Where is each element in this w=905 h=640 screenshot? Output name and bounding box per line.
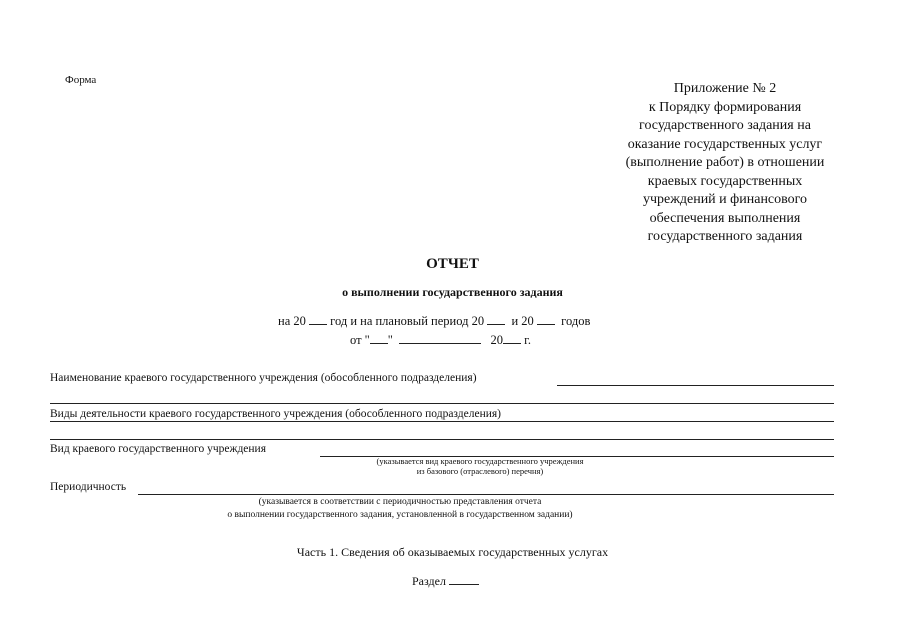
- period-text-3: и 20: [511, 314, 534, 328]
- periodicity-field[interactable]: [138, 494, 834, 495]
- activity-types-field-line-2[interactable]: [50, 439, 834, 440]
- appendix-line: к Порядку формирования: [648, 99, 802, 115]
- institution-name-field-line-2[interactable]: [50, 403, 834, 404]
- date-quote: ": [387, 333, 393, 347]
- date-year-blank[interactable]: [503, 332, 521, 344]
- appendix-line: государственного задания: [647, 229, 803, 244]
- activity-types-label: Виды деятельности краевого государственного учреждения (обособленного подразделения): [50, 408, 501, 420]
- appendix-line: обеспечения выполнения: [649, 210, 801, 226]
- appendix-line: оказание государственных услуг: [627, 136, 823, 152]
- year-blank-2[interactable]: [487, 313, 505, 325]
- form-label: Форма: [65, 74, 97, 86]
- section-line: [412, 573, 479, 589]
- document-title: ОТЧЕТ: [426, 256, 479, 272]
- period-text-2: год и на плановый период 20: [330, 314, 485, 328]
- appendix-line: (выполнение работ) в отношении: [625, 155, 825, 170]
- part-title: Часть 1. Сведения об оказываемых государственных услугах: [296, 545, 609, 559]
- activity-types-field[interactable]: [50, 421, 834, 422]
- appendix-line: государственного задания на: [639, 118, 811, 133]
- month-blank[interactable]: [399, 332, 481, 344]
- period-text-4: годов: [561, 314, 591, 328]
- year-blank-1[interactable]: [309, 313, 327, 325]
- institution-name-field[interactable]: [557, 385, 834, 386]
- date-line: [350, 332, 531, 348]
- appendix-line: учреждений и финансового: [642, 192, 808, 207]
- section-label: Раздел: [412, 574, 446, 588]
- periodicity-hint-1: (указывается в соответствии с периодичностью представления отчета: [258, 497, 542, 507]
- periodicity-hint-2: о выполнении государственного задания, установленной в государственном задании): [227, 510, 573, 520]
- appendix-line: краевых государственных: [647, 173, 803, 189]
- document-subtitle: о выполнении государственного задания: [342, 285, 563, 299]
- appendix-block: [600, 80, 850, 247]
- institution-type-label: Вид краевого государственного учреждения: [50, 443, 267, 455]
- section-number-blank[interactable]: [449, 573, 479, 585]
- institution-name-label: Наименование краевого государственного учреждения (обособленного подразделения): [50, 372, 477, 384]
- period-line: [278, 313, 590, 329]
- institution-type-hint-2: из базового (отраслевого) перечня): [416, 466, 544, 476]
- date-year-prefix: 20: [490, 333, 504, 347]
- periodicity-label: Периодичность: [50, 481, 127, 493]
- year-blank-3[interactable]: [537, 313, 555, 325]
- institution-type-hint-1: (указывается вид краевого государственного учреждения: [376, 456, 584, 466]
- appendix-line: Приложение № 2: [673, 81, 777, 96]
- period-text-1: на 20: [278, 314, 306, 328]
- date-suffix: г.: [524, 333, 531, 347]
- date-prefix: от ": [350, 333, 370, 347]
- day-blank[interactable]: [370, 332, 388, 344]
